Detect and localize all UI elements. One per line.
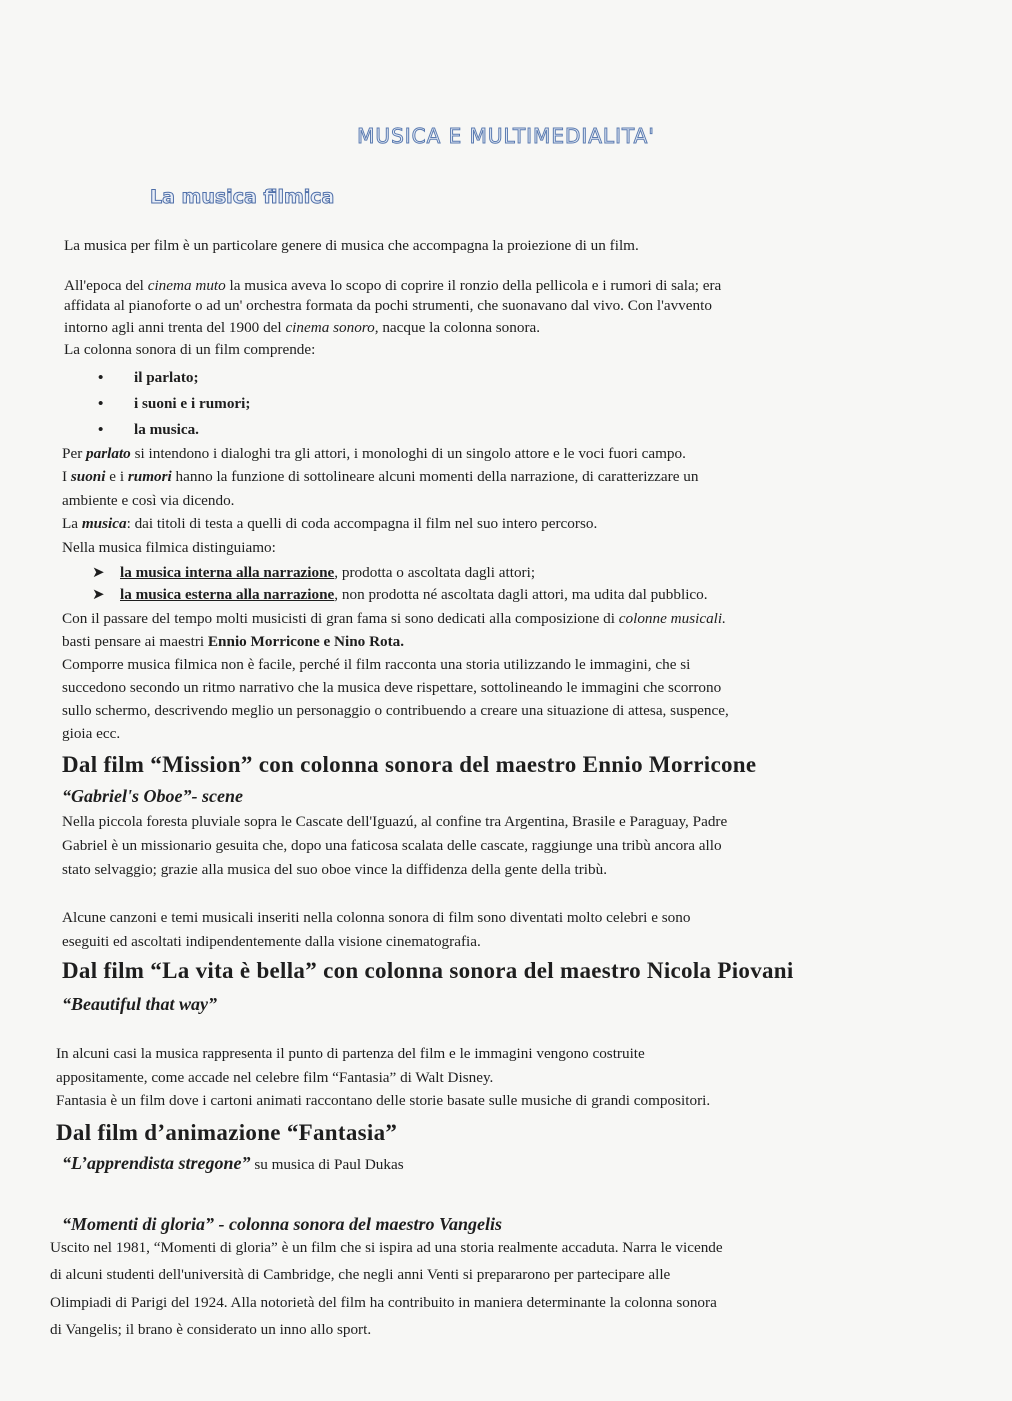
mission-text-line: stato selvaggio; grazie alla musica del suo oboe vince la diffidenza della gente della tribù. xyxy=(62,861,608,878)
intro-paragraph-line: La colonna sonora di un film comprende: xyxy=(64,341,316,358)
intro-paragraph-line: affidata al pianoforte o ad un' orchestra formata da pochi strumenti, che suonavano dal vivo. Con l'avvento xyxy=(64,297,712,314)
composers-line: basti pensare ai maestri Ennio Morricone e Nino Rota. xyxy=(62,633,405,650)
difficulty-line: gioia ecc. xyxy=(62,725,121,742)
heading-fantasia: Dal film d’animazione “Fantasia” xyxy=(56,1120,398,1145)
piece-title-mission: “Gabriel's Oboe”- scene xyxy=(62,786,243,806)
list-item: • i suoni e i rumori; xyxy=(92,395,250,413)
definition-parlato: Per parlato si intendono i dialoghi tra gli attori, i monologhi di un singolo attore e le voci fuori campo. xyxy=(62,445,686,462)
piece-title-vita-bella: “Beautiful that way” xyxy=(62,994,218,1014)
difficulty-line: sullo schermo, descrivendo meglio un personaggio o contribuendo a creare una situazione di attesa, suspence, xyxy=(62,702,729,719)
list-item: ➤ la musica interna alla narrazione, prodotta o ascoltata dagli attori; xyxy=(92,564,536,581)
list-item: ➤ la musica esterna alla narrazione, non prodotta né ascoltata dagli attori, ma udita dal pubblico. xyxy=(92,586,708,603)
difficulty-line: Comporre musica filmica non è facile, perché il film racconta una storia utilizzando le immagini, che si xyxy=(62,656,691,673)
heading-momenti-di-gloria: “Momenti di gloria” - colonna sonora del maestro Vangelis xyxy=(62,1214,503,1234)
heading-mission: Dal film “Mission” con colonna sonora del maestro Ennio Morricone xyxy=(62,752,757,777)
gloria-text-line: Uscito nel 1981, “Momenti di gloria” è un film che si ispira ad una storia realmente accaduta. Narra le vicende xyxy=(50,1239,723,1256)
intro-line: La musica per film è un particolare genere di musica che accompagna la proiezione di un film. xyxy=(64,237,639,254)
bullet-icon: • xyxy=(98,395,104,412)
mission-text-line: Gabriel è un missionario gesuita che, dopo una faticosa scalata delle cascate, raggiunge una tribù ancora allo xyxy=(62,837,722,854)
intro-paragraph-line: intorno agli anni trenta del 1900 del cinema sonoro, nacque la colonna sonora. xyxy=(64,319,541,336)
list-item: • la musica. xyxy=(92,421,199,439)
bullet-icon: • xyxy=(98,369,104,386)
composers-line: Con il passare del tempo molti musicisti di gran fama si sono dedicati alla composizione di colonne musicali. xyxy=(62,610,726,627)
songs-line: eseguiti ed ascoltati indipendentemente dalla visione cinematografia. xyxy=(62,933,481,950)
fantasia-intro-line: appositamente, come accade nel celebre film “Fantasia” di Walt Disney. xyxy=(56,1069,494,1086)
page-title: MUSICA E MULTIMEDIALITA' xyxy=(357,124,655,148)
bullet-icon: • xyxy=(98,421,104,438)
mission-text-line: Nella piccola foresta pluviale sopra le Cascate dell'Iguazú, al confine tra Argentina, Brasile e Paraguay, Padre xyxy=(62,813,728,830)
heading-vita-bella: Dal film “La vita è bella” con colonna sonora del maestro Nicola Piovani xyxy=(62,958,794,983)
gloria-text-line: di alcuni studenti dell'università di Cambridge, che negli anni Venti si prepararono per partecipare alle xyxy=(50,1266,671,1283)
distinguish-line: Nella musica filmica distinguiamo: xyxy=(62,539,276,556)
fantasia-intro-line: Fantasia è un film dove i cartoni animati raccontano delle storie basate sulle musiche di grandi compositori. xyxy=(56,1092,711,1109)
section-subtitle: La musica filmica xyxy=(150,186,335,208)
arrow-bullet-icon: ➤ xyxy=(92,564,105,581)
definition-musica: La musica: dai titoli di testa a quelli di coda accompagna il film nel suo intero percorso. xyxy=(62,515,598,532)
intro-paragraph-line: All'epoca del cinema muto la musica aveva lo scopo di coprire il ronzio della pellicola e i rumori di sala; era xyxy=(64,277,722,294)
gloria-text-line: Olimpiadi di Parigi del 1924. Alla notorietà del film ha contribuito in maniera determinante la colonna sonora xyxy=(50,1294,717,1311)
definition-suoni: I suoni e i rumori hanno la funzione di sottolineare alcuni momenti della narrazione, di caratterizzare un xyxy=(62,468,699,485)
fantasia-intro-line: In alcuni casi la musica rappresenta il punto di partenza del film e le immagini vengono costruite xyxy=(56,1045,645,1062)
gloria-text-line: di Vangelis; il brano è considerato un inno allo sport. xyxy=(50,1321,372,1338)
list-item: • il parlato; xyxy=(92,369,199,387)
piece-title-fantasia: “L’apprendista stregone” su musica di Paul Dukas xyxy=(62,1153,404,1173)
definition-suoni-cont: ambiente e così via dicendo. xyxy=(62,492,235,509)
difficulty-line: succedono secondo un ritmo narrativo che la musica deve rispettare, sottolineando le immagini che scorrono xyxy=(62,679,722,696)
songs-line: Alcune canzoni e temi musicali inseriti nella colonna sonora di film sono diventati molto celebri e sono xyxy=(62,909,691,926)
arrow-bullet-icon: ➤ xyxy=(92,586,105,603)
